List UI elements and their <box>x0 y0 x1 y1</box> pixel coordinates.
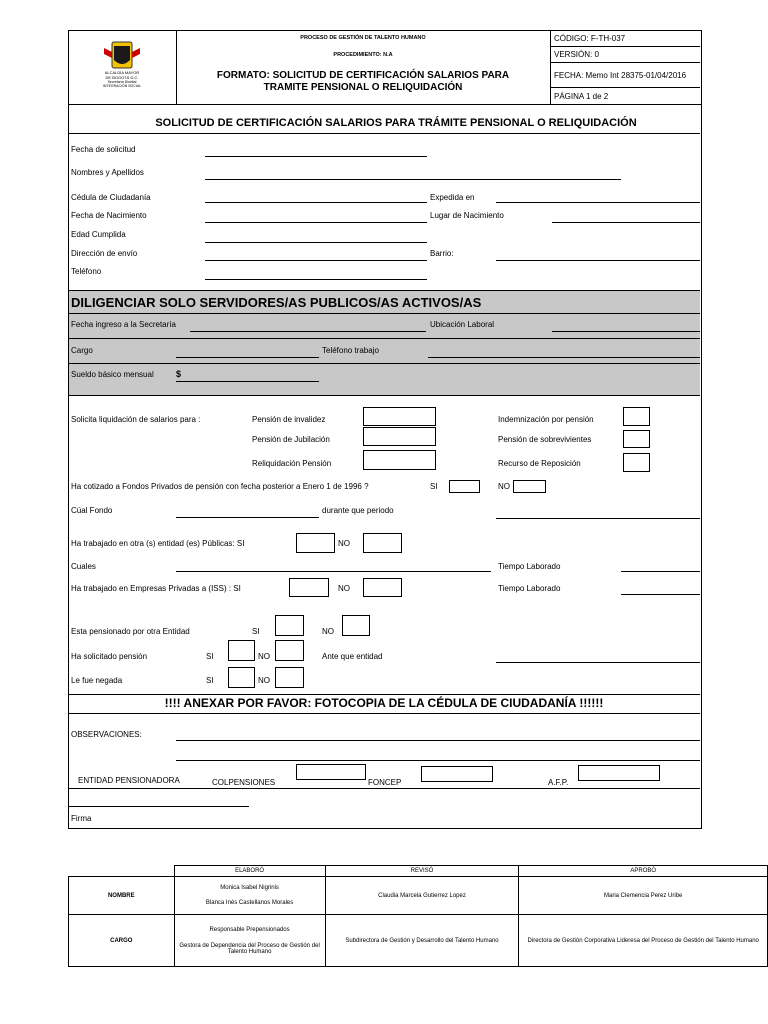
label-colpensiones: COLPENSIONES <box>212 778 276 787</box>
label-cargo: Cargo <box>71 346 93 355</box>
logo-text: INTEGRACIÓN SOCIAL <box>102 84 142 88</box>
expedida-field[interactable] <box>496 202 700 203</box>
label-indemnizacion: Indemnización por pensión <box>498 415 594 424</box>
logo-text: Secretaría Distrital <box>107 80 137 84</box>
elaboro-nombre-2: Blanca Inés Castellanos Morales <box>205 900 294 906</box>
privadas-si-checkbox[interactable] <box>289 578 329 597</box>
nombres-field[interactable] <box>205 179 621 180</box>
label-ante-entidad: Ante que entidad <box>322 652 383 661</box>
negada-no-checkbox[interactable] <box>275 667 304 688</box>
elaboro-nombre <box>174 877 325 915</box>
label-si: SI <box>206 652 214 661</box>
form-title-line1: FORMATO: SOLICITUD DE CERTIFICACIÓN SALARIOS PARA <box>216 70 510 81</box>
lugar-nacimiento-field[interactable] <box>552 222 700 223</box>
label-firma: Firma <box>71 814 92 823</box>
publicas-si-checkbox[interactable] <box>296 533 335 553</box>
label-solicita: Solicita liquidación de salarios para : <box>71 415 201 424</box>
cual-fondo-field[interactable] <box>176 517 319 518</box>
observaciones-field-2[interactable] <box>176 760 700 761</box>
label-negada: Le fue negada <box>71 676 123 685</box>
privadas-no-checkbox[interactable] <box>363 578 402 597</box>
fecha-solicitud-field[interactable] <box>205 156 427 157</box>
fondos-no-checkbox[interactable] <box>513 480 546 493</box>
publicas-no-checkbox[interactable] <box>363 533 402 553</box>
label-solicitado: Ha solicitado pensión <box>71 652 148 661</box>
label-cedula: Cédula de Ciudadanía <box>71 193 151 202</box>
label-si: SI <box>252 627 260 636</box>
afp-checkbox[interactable] <box>578 765 660 781</box>
label-no: NO <box>338 539 350 548</box>
header-reviso: REVISÓ <box>325 866 519 877</box>
procedure-label: PROCEDIMIENTO: N.A <box>333 52 393 58</box>
barrio-field[interactable] <box>496 260 700 261</box>
edad-field[interactable] <box>205 242 427 243</box>
aprobo-nombre: Maria Clemencia Perez Uribe <box>519 877 768 915</box>
form-title-line2: TRAMITE PENSIONAL O RELIQUIDACIÓN <box>263 82 463 93</box>
cedula-field[interactable] <box>205 202 427 203</box>
label-cual-fondo: Cúal Fondo <box>71 506 113 515</box>
label-invalidez: Pensión de invalidez <box>252 415 326 424</box>
fondos-si-checkbox[interactable] <box>449 480 480 493</box>
logo <box>100 40 144 94</box>
cargo-field[interactable] <box>176 357 319 358</box>
label-ubicacion: Ubicación Laboral <box>430 320 495 329</box>
date-label: FECHA: Memo Int 28375-01/04/2016 <box>554 71 687 80</box>
row-label-cargo: CARGO <box>69 915 175 967</box>
foncep-checkbox[interactable] <box>421 766 493 782</box>
observaciones-field[interactable] <box>176 740 700 741</box>
direccion-field[interactable] <box>205 260 427 261</box>
solicitado-si-checkbox[interactable] <box>228 640 255 661</box>
label-fecha-nacimiento: Fecha de Nacimiento <box>71 211 147 220</box>
firma-field[interactable] <box>69 806 249 807</box>
label-empresas-privadas: Ha trabajado en Empresas Privadas a (ISS) : SI <box>71 584 241 593</box>
label-tiempo-laborado: Tiempo Laborado <box>498 562 561 571</box>
page-label: PÁGINA 1 de 2 <box>554 92 609 101</box>
divider <box>550 30 551 104</box>
reliquidacion-checkbox[interactable] <box>363 450 436 470</box>
fecha-ingreso-field[interactable] <box>190 331 426 332</box>
telefono-trabajo-field[interactable] <box>428 357 700 358</box>
header-elaboro: ELABORÓ <box>174 866 325 877</box>
label-si: SI <box>430 482 438 491</box>
label-entidad-pensionadora: ENTIDAD PENSIONADORA <box>78 776 180 785</box>
solicitado-no-checkbox[interactable] <box>275 640 304 661</box>
elaboro-nombre-1: Monica Isabel Nigrinis <box>220 885 279 891</box>
label-reliquidacion: Reliquidación Pensión <box>252 459 332 468</box>
label-fondos-privados: Ha cotizado a Fondos Privados de pensión con fecha posterior a Enero 1 de 1996 ? <box>71 482 369 491</box>
tiempo-laborado-privadas-field[interactable] <box>621 594 700 595</box>
pensionado-si-checkbox[interactable] <box>275 615 304 636</box>
pensionado-no-checkbox[interactable] <box>342 615 370 636</box>
label-durante: durante que periodo <box>322 506 394 515</box>
label-cuales: Cuales <box>71 562 96 571</box>
label-telefono: Teléfono <box>71 267 102 276</box>
label-jubilacion: Pensión de Jubilación <box>252 435 330 444</box>
ante-entidad-field[interactable] <box>496 662 700 663</box>
label-fecha-solicitud: Fecha de solicitud <box>71 145 136 154</box>
label-tiempo-laborado: Tiempo Laborado <box>498 584 561 593</box>
currency-symbol: $ <box>176 369 182 379</box>
approval-table <box>68 865 768 967</box>
process-label: PROCESO DE GESTIÓN DE TALENTO HUMANO <box>300 35 426 41</box>
sobrevivientes-checkbox[interactable] <box>623 430 650 448</box>
colpensiones-checkbox[interactable] <box>296 764 366 780</box>
elaboro-cargo-1: Responsable Prepensionados <box>209 926 290 933</box>
section-title: SOLICITUD DE CERTIFICACIÓN SALARIOS PARA TRÁMITE PENSIONAL O RELIQUIDACIÓN <box>155 117 637 129</box>
version-label: VERSIÓN: 0 <box>554 50 599 59</box>
label-no: NO <box>258 652 270 661</box>
label-direccion: Dirección de envío <box>71 249 138 258</box>
tiempo-laborado-field[interactable] <box>621 571 700 572</box>
label-telefono-trabajo: Teléfono trabajo <box>322 346 379 355</box>
label-afp: A.F.P. <box>548 778 569 787</box>
header-aprobo: APROBÓ <box>519 866 768 877</box>
invalidez-checkbox[interactable] <box>363 407 436 426</box>
elaboro-cargo <box>174 915 325 967</box>
label-entidad-publicas: Ha trabajado en otra (s) entidad (es) Públicas: SI <box>71 539 245 548</box>
aprobo-cargo: Directora de Gestión Corporativa Lideresa del Proceso de Gestión del Talento Humano <box>519 915 768 967</box>
label-fecha-ingreso: Fecha ingreso a la Secretaría <box>71 320 176 329</box>
label-sueldo: Sueldo básico mensual <box>71 370 154 379</box>
label-lugar-nacimiento: Lugar de Nacimiento <box>430 211 504 220</box>
label-pensionado: Esta pensionado por otra Entidad <box>71 627 190 636</box>
row-label-nombre: NOMBRE <box>69 877 175 915</box>
fecha-nacimiento-field[interactable] <box>205 222 427 223</box>
code-label: CÓDIGO: F-TH-037 <box>554 34 626 43</box>
label-foncep: FONCEP <box>368 778 402 787</box>
label-no: NO <box>498 482 510 491</box>
reviso-cargo: Subdirectora de Gestión y Desarrollo del Talento Humano <box>325 915 519 967</box>
label-barrio: Barrio: <box>430 249 454 258</box>
logo-text: ALCALDÍA MAYOR <box>104 70 140 75</box>
elaboro-cargo-2: Gestora de Dependencia del Proceso de Gestión del Talento Humano <box>179 942 320 955</box>
reviso-nombre: Claudia Marcela Gutierrez Lopez <box>325 877 519 915</box>
label-nombres: Nombres y Apellidos <box>71 168 144 177</box>
label-no: NO <box>322 627 334 636</box>
ubicacion-field[interactable] <box>552 331 700 332</box>
label-reposicion: Recurso de Reposición <box>498 459 581 468</box>
logo-text: DE BOGOTÁ D.C. <box>105 75 139 80</box>
coat-of-arms-icon <box>100 40 144 70</box>
negada-si-checkbox[interactable] <box>228 667 255 688</box>
label-expedida: Expedida en <box>430 193 475 202</box>
annex-notice: !!!! ANEXAR POR FAVOR: FOTOCOPIA DE LA CÉDULA DE CIUDADANÍA !!!!!! <box>164 696 604 710</box>
sueldo-field[interactable] <box>176 381 319 382</box>
active-section-title: DILIGENCIAR SOLO SERVIDORES/AS PUBLICOS/AS ACTIVOS/AS <box>71 295 482 310</box>
label-no: NO <box>338 584 350 593</box>
jubilacion-checkbox[interactable] <box>363 427 436 446</box>
label-sobrevivientes: Pensión de sobrevivientes <box>498 435 592 444</box>
telefono-field[interactable] <box>205 279 427 280</box>
label-si: SI <box>206 676 214 685</box>
label-no: NO <box>258 676 270 685</box>
cuales-field[interactable] <box>176 571 491 572</box>
periodo-field[interactable] <box>496 518 700 519</box>
label-observaciones: OBSERVACIONES: <box>71 730 142 739</box>
reposicion-checkbox[interactable] <box>623 453 650 472</box>
indemnizacion-checkbox[interactable] <box>623 407 650 426</box>
label-edad: Edad Cumplida <box>71 230 126 239</box>
